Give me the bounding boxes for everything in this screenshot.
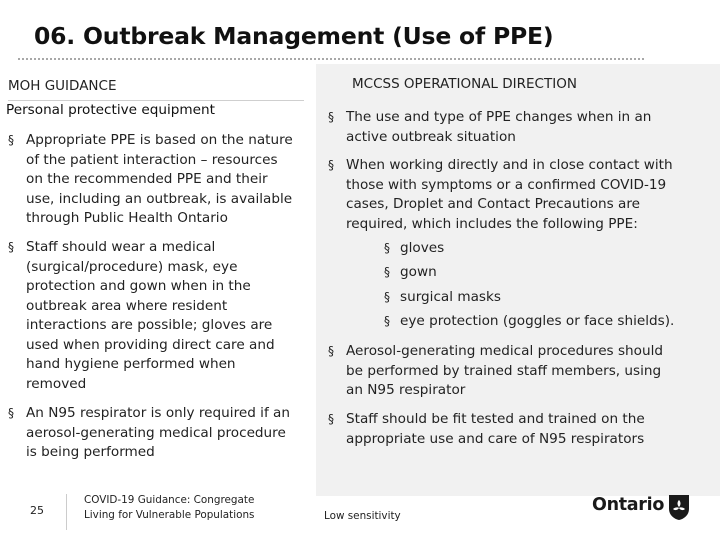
ontario-logo-text: Ontario xyxy=(592,495,665,515)
bullet-icon: § xyxy=(8,133,14,147)
left-bullet-text: An N95 respirator is only required if an aerosol-generating medical procedure is being performed xyxy=(26,405,291,460)
bullet-icon: § xyxy=(384,290,390,304)
bullet-icon: § xyxy=(8,406,14,420)
bullet-icon: § xyxy=(384,314,390,328)
bullet-icon: § xyxy=(8,240,14,254)
left-bullet-text: Appropriate PPE is based on the nature of the patient interaction – resources on the recommended PPE and their use, including an outbreak, is available through Public Health Ontario xyxy=(26,132,293,226)
bullet-icon: § xyxy=(328,344,334,358)
title-divider xyxy=(18,58,644,60)
right-bullet-text: Aerosol-generating medical procedures should be performed by trained staff members, using an N95 respirator xyxy=(346,343,663,398)
left-bullet-text: Staff should wear a medical (surgical/procedure) mask, eye protection and gown when in the outbreak area where resident interactions are possible; gloves are used when providing direct care and hand hygiene performed when removed xyxy=(26,239,275,392)
bullet-icon: § xyxy=(384,241,390,255)
right-column-header: MCCSS OPERATIONAL DIRECTION xyxy=(352,76,577,92)
ppe-list-item-text: eye protection (goggles or face shields). xyxy=(400,313,675,329)
right-bullet-text: The use and type of PPE changes when in an active outbreak situation xyxy=(346,109,652,145)
bullet-icon: § xyxy=(328,110,334,124)
left-subheading: Personal protective equipment xyxy=(6,102,215,118)
bullet-icon: § xyxy=(328,158,334,172)
sensitivity-label: Low sensitivity xyxy=(324,510,401,522)
right-bullet-text: When working directly and in close contact with those with symptoms or a confirmed COVID-19 cases, Droplet and Contact Precautions are required, which includes the following PPE: xyxy=(346,157,673,232)
footer-divider xyxy=(66,494,67,530)
ppe-list-item-text: gown xyxy=(400,264,437,280)
ppe-list-item-text: surgical masks xyxy=(400,289,501,305)
page-number: 25 xyxy=(30,504,44,517)
bullet-icon: § xyxy=(384,265,390,279)
footer-source: COVID-19 Guidance: Congregate Living for Vulnerable Populations xyxy=(84,494,255,521)
trillium-icon xyxy=(667,493,691,521)
left-column-header xyxy=(8,78,304,101)
bullet-icon: § xyxy=(328,412,334,426)
page-title: 06. Outbreak Management (Use of PPE) xyxy=(34,22,554,50)
right-bullet-text: Staff should be fit tested and trained on the appropriate use and care of N95 respirators xyxy=(346,411,645,447)
left-column-header-label: MOH GUIDANCE xyxy=(8,78,117,94)
ppe-list-item-text: gloves xyxy=(400,240,445,256)
